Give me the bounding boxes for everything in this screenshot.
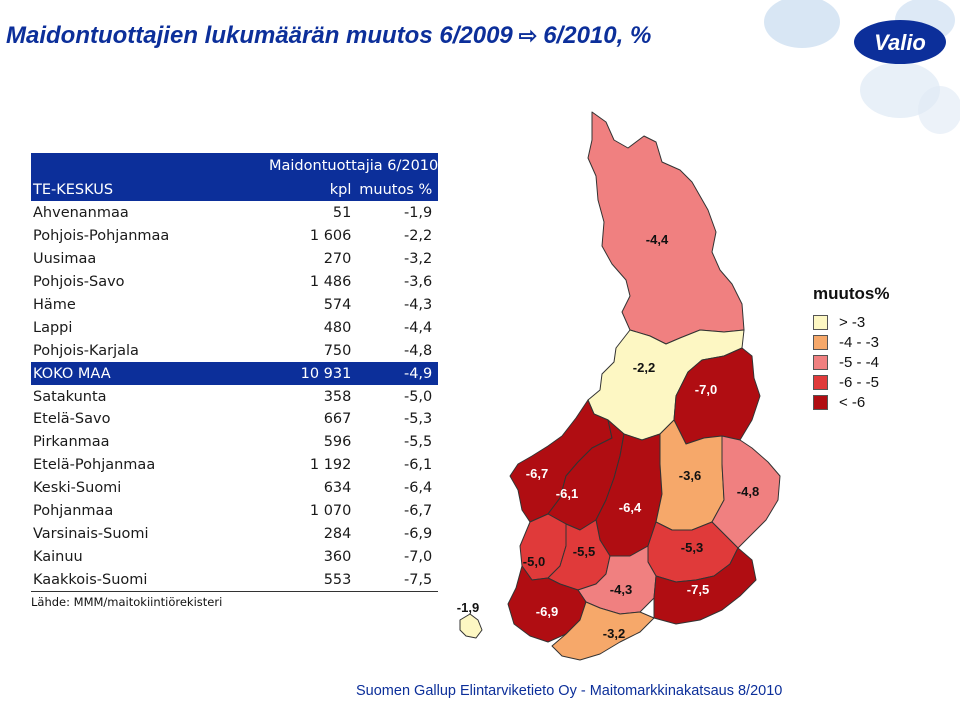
map-value-lappi: -4,4 bbox=[645, 232, 669, 247]
col-header-change: muutos % bbox=[351, 179, 438, 202]
col-header-region: TE-KESKUS bbox=[31, 179, 219, 202]
cell-kpl: 1 192 bbox=[309, 457, 352, 474]
cell-chg: -2,2 bbox=[403, 228, 433, 245]
cell-kpl: 750 bbox=[323, 342, 352, 359]
cell-chg: -5,5 bbox=[403, 434, 433, 451]
legend-swatch bbox=[813, 335, 828, 350]
cell-kpl: 1 070 bbox=[309, 503, 352, 520]
cell-chg: -6,9 bbox=[403, 525, 433, 542]
cell-name: Pohjois-Pohjanmaa bbox=[33, 228, 170, 245]
map-value-hame: -4,3 bbox=[609, 582, 633, 597]
map-value-etela-pohjanmaa: -6,1 bbox=[555, 486, 579, 501]
legend-swatch bbox=[813, 375, 828, 390]
cell-name: Etelä-Pohjanmaa bbox=[33, 457, 156, 474]
cell-chg: -4,4 bbox=[403, 319, 433, 336]
cell-name: Kaakkois-Suomi bbox=[31, 568, 219, 591]
map-value-pohjanmaa: -6,7 bbox=[525, 466, 549, 481]
cell-chg: -7,0 bbox=[403, 548, 433, 565]
cell-kpl: 1 606 bbox=[309, 228, 352, 245]
cell-name: Pohjois-Karjala bbox=[33, 342, 139, 359]
cell-name: Kainuu bbox=[33, 548, 83, 565]
cell-name: Pohjois-Savo bbox=[33, 274, 125, 291]
map-value-pohjois-savo: -3,6 bbox=[678, 468, 702, 483]
cell-chg: -7,5 bbox=[351, 568, 438, 591]
legend-label: < -6 bbox=[839, 393, 866, 411]
legend-item bbox=[813, 392, 890, 412]
legend-label: > -3 bbox=[839, 313, 866, 331]
cell-name: Pirkanmaa bbox=[33, 434, 110, 451]
map-value-pohjois-pohjanmaa: -2,2 bbox=[632, 360, 656, 375]
map-value-ahvenanmaa: -1,9 bbox=[456, 600, 480, 615]
cell-kpl: 270 bbox=[323, 251, 352, 268]
cell-chg: -4,8 bbox=[403, 342, 433, 359]
cell-name: Keski-Suomi bbox=[33, 480, 122, 497]
cell-chg: -6,7 bbox=[403, 503, 433, 520]
table-header-group: Maidontuottajia 6/2010 bbox=[219, 153, 438, 179]
map-value-kainuu: -7,0 bbox=[694, 382, 718, 397]
cell-chg: -3,6 bbox=[403, 274, 433, 291]
cell-kpl: 358 bbox=[323, 388, 352, 405]
cell-kpl: 634 bbox=[323, 480, 352, 497]
cell-kpl: 596 bbox=[323, 434, 352, 451]
cell-chg: -3,2 bbox=[403, 251, 433, 268]
logo-text: Valio bbox=[874, 30, 926, 55]
map-value-keski-suomi: -6,4 bbox=[618, 500, 642, 515]
cell-name: Häme bbox=[33, 297, 76, 313]
cell-name: KOKO MAA bbox=[31, 362, 219, 385]
legend-label: -6 - -5 bbox=[839, 373, 880, 391]
source-note: Lähde: MMM/maitokiintiörekisteri bbox=[31, 595, 223, 609]
cell-kpl: 553 bbox=[219, 568, 351, 591]
cell-kpl: 360 bbox=[323, 548, 352, 565]
map-value-uusimaa: -3,2 bbox=[602, 626, 626, 641]
cell-name: Varsinais-Suomi bbox=[33, 525, 149, 542]
region-lappi bbox=[588, 112, 744, 344]
cell-chg: -5,0 bbox=[403, 388, 433, 405]
cell-chg: -1,9 bbox=[403, 205, 433, 222]
cell-chg: -6,1 bbox=[403, 457, 433, 474]
map-value-etela-savo: -5,3 bbox=[680, 540, 704, 555]
cell-chg: -4,3 bbox=[403, 297, 433, 313]
legend-label: -5 - -4 bbox=[839, 353, 880, 371]
cell-name: Lappi bbox=[33, 319, 73, 336]
legend-swatch bbox=[813, 395, 828, 410]
legend-item bbox=[813, 312, 890, 332]
footer-text: Suomen Gallup Elintarviketieto Oy - Maitomarkkinakatsaus 8/2010 bbox=[356, 683, 783, 699]
legend-swatch bbox=[813, 315, 828, 330]
cell-name: Satakunta bbox=[33, 388, 107, 405]
region-ahvenanmaa bbox=[460, 614, 482, 638]
cell-chg: -6,4 bbox=[403, 480, 433, 497]
map-value-pohjois-karjala: -4,8 bbox=[736, 484, 760, 499]
cell-kpl: 1 486 bbox=[309, 274, 352, 291]
cell-name: Ahvenanmaa bbox=[33, 205, 129, 222]
arrow-right-icon: ⇨ bbox=[518, 23, 538, 48]
map-value-satakunta: -5,0 bbox=[522, 554, 546, 569]
col-header-count: kpl bbox=[219, 179, 351, 202]
cell-name: Uusimaa bbox=[33, 251, 97, 268]
map-legend bbox=[813, 284, 890, 412]
cell-kpl: 667 bbox=[323, 411, 352, 428]
legend-label: -4 - -3 bbox=[839, 333, 880, 351]
cell-chg: -5,3 bbox=[403, 411, 433, 428]
legend-item bbox=[813, 372, 890, 392]
map-value-pirkanmaa: -5,5 bbox=[572, 544, 596, 559]
cell-kpl: 284 bbox=[323, 525, 352, 542]
title-part2: 6/2010, % bbox=[543, 22, 652, 49]
map-value-kaakkois-suomi: -7,5 bbox=[686, 582, 710, 597]
title-part1: Maidontuottajien lukumäärän muutos 6/2009 bbox=[6, 22, 513, 49]
legend-swatch bbox=[813, 355, 828, 370]
legend-item bbox=[813, 332, 890, 352]
cell-name: Etelä-Savo bbox=[33, 411, 111, 428]
cell-kpl: 51 bbox=[332, 205, 352, 222]
map-value-varsinais-suomi: -6,9 bbox=[535, 604, 559, 619]
legend-item bbox=[813, 352, 890, 372]
cell-kpl: 10 931 bbox=[219, 362, 351, 385]
cell-name: Pohjanmaa bbox=[33, 503, 114, 520]
cell-chg: -4,9 bbox=[351, 362, 438, 385]
cell-kpl: 574 bbox=[323, 297, 352, 313]
legend-title: muutos% bbox=[813, 284, 890, 303]
cell-kpl: 480 bbox=[323, 319, 352, 336]
